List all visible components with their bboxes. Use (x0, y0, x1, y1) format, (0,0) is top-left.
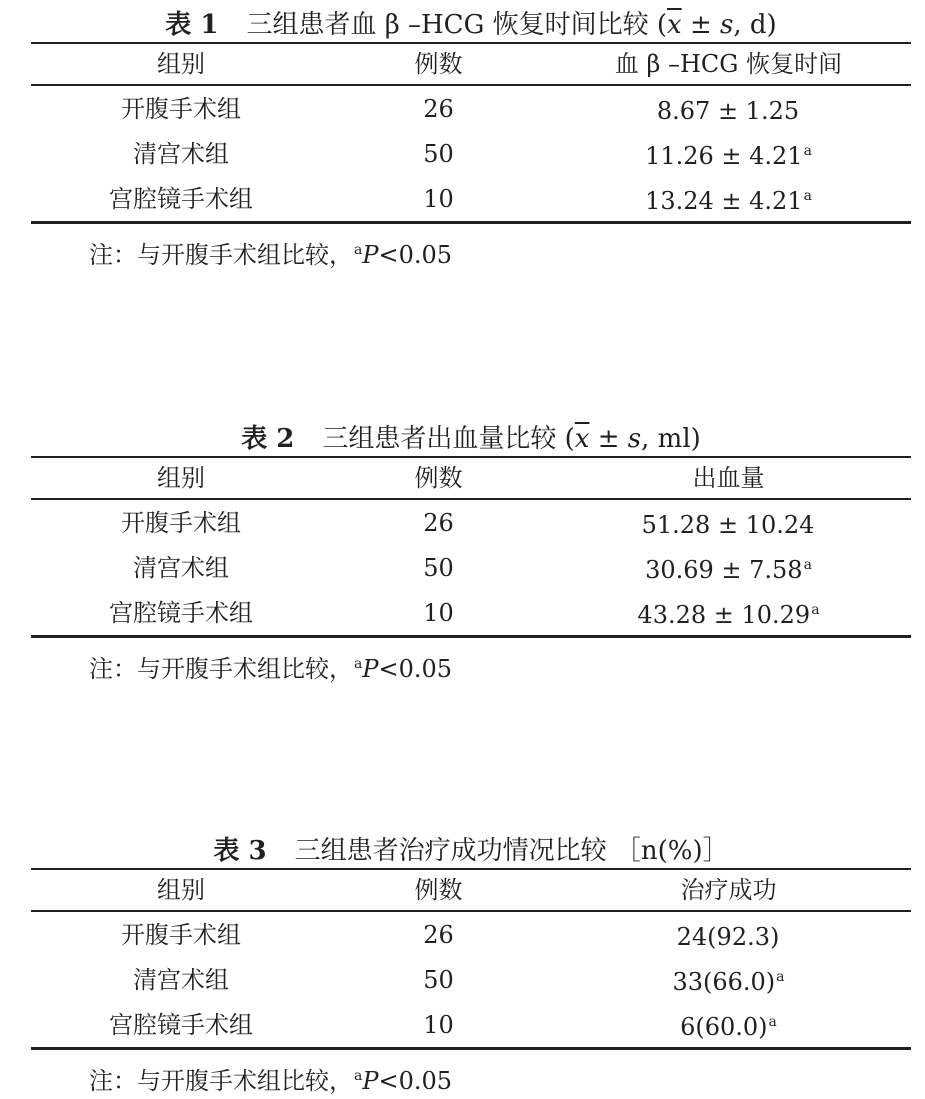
cell-value (546, 499, 911, 545)
header-value: 血 β –HCG 恢复时间 (614, 50, 843, 78)
cell-group: 开腹手术组 (121, 94, 241, 123)
cell-count: 26 (423, 920, 454, 949)
cell-count: 10 (423, 598, 454, 627)
table-1-number: 表 1 (165, 10, 219, 40)
table-row (31, 911, 911, 957)
table-row (31, 131, 911, 176)
significance-mark: a (803, 143, 812, 159)
cell-value (546, 911, 911, 957)
cell-value-text: 11.26 ± 4.21 (645, 142, 803, 170)
table-row (31, 1002, 911, 1049)
cell-value-text: 30.69 ± 7.58 (645, 556, 803, 584)
cell-group: 开腹手术组 (121, 508, 241, 537)
header-group: 组别 (157, 464, 205, 492)
table-1-unit-sd: s (720, 10, 734, 40)
note-text: 注：与开腹手术组比较， (89, 655, 353, 683)
table-2-unit-open: ( (564, 424, 575, 454)
table-header-row (31, 43, 911, 85)
table-2 (31, 456, 911, 638)
table-row (31, 85, 911, 131)
note-text: 注：与开腹手术组比较， (89, 241, 353, 269)
note-mark: a (354, 656, 363, 672)
table-2-number: 表 2 (241, 424, 295, 454)
cell-value-text: 51.28 ± 10.24 (641, 511, 815, 539)
note-threshold: <0.05 (378, 241, 453, 269)
header-count: 例数 (414, 464, 463, 492)
table-row (31, 499, 911, 545)
table-1 (31, 42, 911, 224)
table-3-title: 三组患者治疗成功情况比较 (294, 836, 607, 866)
significance-mark: a (811, 602, 820, 618)
cell-group: 清宫术组 (133, 965, 229, 994)
cell-group: 清宫术组 (133, 139, 229, 168)
note-mark: a (354, 1068, 363, 1084)
cell-count: 50 (423, 553, 454, 582)
table-3-number: 表 3 (213, 836, 267, 866)
cell-group: 开腹手术组 (121, 920, 241, 949)
cell-value-text: 43.28 ± 10.29 (637, 601, 811, 629)
note-mark: a (354, 242, 363, 258)
cell-value-text: 8.67 ± 1.25 (656, 97, 800, 125)
cell-value (546, 1002, 911, 1049)
table-3-caption (31, 834, 911, 868)
cell-count: 10 (423, 1010, 454, 1039)
table-3-note (31, 1058, 911, 1099)
header-value: 治疗成功 (680, 876, 777, 904)
table-1-unit-mean: $\overline{x}$ (667, 10, 682, 40)
header-group: 组别 (157, 50, 205, 78)
cell-value-text: 33(66.0) (672, 968, 776, 996)
header-count: 例数 (414, 876, 463, 904)
significance-mark: a (776, 969, 785, 985)
cell-group: 宫腔镜手术组 (109, 184, 253, 213)
table-1-unit-open: ( (656, 10, 668, 40)
cell-value-text: 24(92.3) (676, 923, 780, 951)
cell-group: 宫腔镜手术组 (109, 598, 253, 627)
table-1-block (31, 8, 911, 273)
cell-value (546, 545, 911, 590)
significance-mark: a (768, 1014, 777, 1030)
cell-group: 清宫术组 (133, 553, 229, 582)
table-3 (31, 868, 911, 1050)
table-1-note (31, 232, 911, 273)
note-p: P (362, 1067, 379, 1095)
significance-mark: a (803, 188, 812, 204)
header-count: 例数 (414, 50, 463, 78)
table-3-block (31, 834, 911, 1099)
cell-count: 26 (423, 508, 454, 537)
note-text: 注：与开腹手术组比较， (89, 1067, 353, 1095)
table-header-row (31, 869, 911, 911)
table-row (31, 957, 911, 1002)
significance-mark: a (803, 557, 812, 573)
cell-count: 50 (423, 965, 454, 994)
table-1-title: 三组患者血 β –HCG 恢复时间比较 (246, 10, 649, 40)
table-row (31, 176, 911, 223)
header-value: 出血量 (692, 464, 765, 492)
table-2-caption (31, 422, 911, 456)
cell-value (546, 85, 911, 131)
table-2-unit-pm: ± (589, 424, 628, 454)
cell-value (546, 176, 911, 223)
cell-group: 宫腔镜手术组 (109, 1010, 253, 1039)
table-1-unit-rest: , d) (733, 10, 777, 40)
note-p: P (362, 655, 379, 683)
table-2-block (31, 422, 911, 687)
table-2-unit-rest: , ml) (641, 424, 701, 454)
table-1-caption (31, 8, 911, 42)
cell-count: 50 (423, 139, 454, 168)
cell-value (546, 131, 911, 176)
cell-value (546, 590, 911, 637)
table-header-row (31, 457, 911, 499)
table-2-unit-mean: $\overline{x}$ (574, 424, 590, 454)
table-row (31, 545, 911, 590)
cell-count: 26 (423, 94, 454, 123)
table-2-unit-sd: s (627, 424, 642, 454)
cell-value (546, 957, 911, 1002)
table-row (31, 590, 911, 637)
table-2-note (31, 646, 911, 687)
table-3-unit: ［n(%)］ (614, 836, 729, 866)
header-group: 组别 (157, 876, 205, 904)
cell-value-text: 13.24 ± 4.21 (645, 187, 803, 215)
cell-value-text: 6(60.0) (680, 1013, 768, 1041)
note-threshold: <0.05 (378, 1067, 453, 1095)
note-p: P (362, 241, 379, 269)
table-1-unit-pm: ± (681, 10, 721, 40)
cell-count: 10 (423, 184, 454, 213)
table-2-title: 三组患者出血量比较 (322, 424, 557, 454)
note-threshold: <0.05 (378, 655, 453, 683)
